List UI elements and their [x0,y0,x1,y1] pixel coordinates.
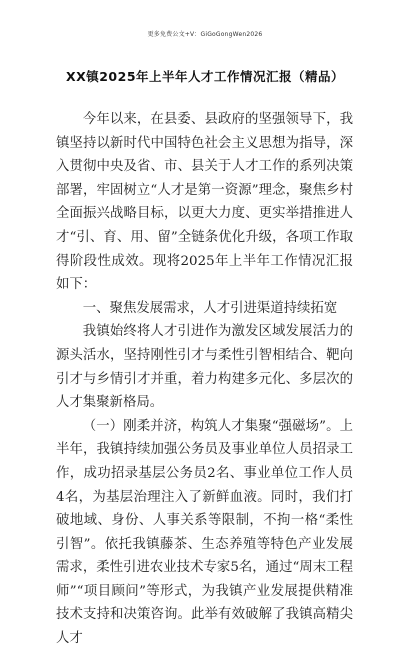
header-note: 更多免费公文+V：GiGoGongWen2026 [147,31,263,38]
section-1-paragraph: 我镇始终将人才引进作为激发区域发展活力的源头活水，坚持刚性引才与柔性引智相结合、靶向引才与乡情引才并重，着力构建多元化、多层次的人才集聚新格局。 [56,324,353,411]
document-body [56,108,353,651]
section-1-heading: 一、聚焦发展需求，人才引进渠道持续拓宽 [82,300,338,316]
subsection-1-heading: （一）刚柔并济，构筑人才集聚“强磁场”。 [82,418,340,434]
subsection-1-paragraph [56,415,353,651]
subsection-1-body: 上半年，我镇持续加强公务员及事业单位人员招录工作，成功招录基层公务员2名、事业单位工作人员4名，为基层治理注入了新鲜血液。同时，我们打破地域、身份、人事关系等限制，不拘一格“柔性引智”。依托我镇藤茶、生态养殖等特色产业发展需求，柔性引进农业技术专家5名，通过“周末工程师”“项目顾问”等形式，为我镇产业发展提供精准技术支持和决策咨询。此举有效破解了我镇高精尖人才 [56,418,353,647]
document-title: XX镇2025年上半年人才工作情况汇报（精品） [65,69,345,84]
intro-paragraph: 今年以来，在县委、县政府的坚强领导下，我镇坚持以新时代中国特色社会主义思想为指导，深入贯彻中央及省、市、县关于人才工作的系列决策部署，牢固树立“人才是第一资源”理念，聚焦乡村全面振兴战略目标，以更大力度、更实举措推进人才“引、育、用、留”全链条优化升级，各项工作取得阶段性成效。现将2025年上半年工作情况汇报如下： [56,112,353,293]
